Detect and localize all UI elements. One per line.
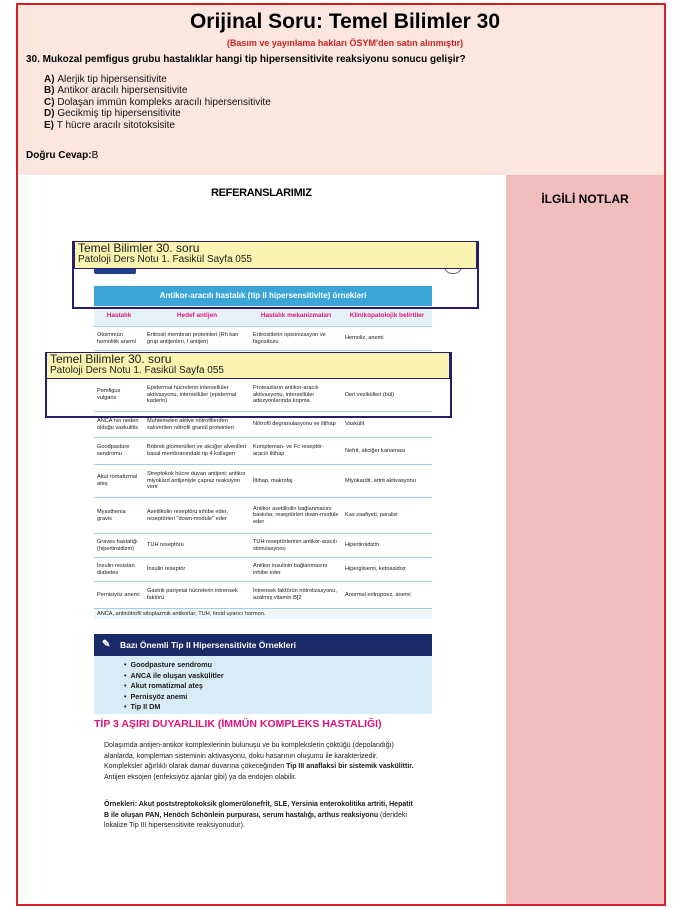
tip3-paragraph: Dolaşımda antijen-antikor komplexlerinin bulunuşu ve bu komplekslerin çöktüğü (depolandığı) alanlarda, kompleman sisteminin aktivasyonu, doku hasarının oluşumu ile karakterizedir. Kompleksler ağırlıklı olarak damar duvarına çökeceğinden Tip III anaflaksi bir sistemik vaskülittir. Antijen eksojen (enfeksiyöz ajanlar gibi) ya da endojen olabilir.	[104, 742, 414, 781]
reference-table	[94, 286, 432, 619]
table-cell: Gastrik pariyetal hücrelerin intrensek faktörü	[144, 582, 250, 609]
list-item: • ANCA ile oluşan vaskülitler	[124, 670, 224, 680]
table-row	[94, 438, 432, 465]
table-caption: Antikor-aracılı hastalık (tip II hipersensitivite) örnekleri	[94, 286, 432, 306]
list-item: • Pernisyöz anemi	[124, 691, 188, 701]
table-cell: Hiperglisemi, ketoasidoz	[342, 558, 432, 582]
pin-icon: ✎	[102, 639, 111, 650]
table-cell: Akut romatizmal ateş	[94, 465, 144, 498]
table-cell: Vaskülit	[342, 412, 432, 438]
table-cell: Asetilkolin reseptörü inhibe eder, reseptörleri "down-module" eder	[144, 498, 250, 534]
table-row	[94, 465, 432, 498]
table-cell: Kas zaafiyeti, paralizi	[342, 498, 432, 534]
table-header-cell: Hastalık	[94, 306, 144, 327]
table-row	[94, 327, 432, 351]
option-e: E) T hücre aracılı sitotoksisite	[44, 119, 175, 131]
table-cell: Proteazların antikor-aracılı aktivasyonu, intersellüler adezyonlarında kopma	[250, 379, 342, 412]
table-cell: Anormal eritropoez, anemi	[342, 582, 432, 609]
table-cell: Böbrek glomerülleri ve akciğer alveolleri basal membranındaki tip 4 kollagen	[144, 438, 250, 465]
table-cell: TUH reseptörü	[144, 534, 250, 558]
table-cell: İntrensek faktörün nötrolizasyonu, azalmış vitamin B]2	[250, 582, 342, 609]
tip3-examples: Örnekleri: Akut poststreptokoksik glomerülonefrit, SLE, Yersinia enterokolitika artriti, Hepatit B ile oluşan PAN, Henöch Schönlein purpurası, serum hastalığı, arthus reaksiyonu (derideki lokalize Tip III hipersensitivite reaksiyonudur).	[104, 801, 413, 829]
list-item: • Tip II DM	[124, 702, 161, 711]
table-cell: Antikor asetilkolin bağlanmasını baskılar, reseptörleri down-modüle eder	[250, 498, 342, 534]
table-cell: Epidermal hücrelerin intersellüler aktivasyonu, intersellüler (epidermal kaderin)	[144, 379, 250, 412]
table-cell: Myasthenia gravis	[94, 498, 144, 534]
option-c: C) Dolaşan immün kompleks aracılı hipersensitivite	[44, 96, 271, 108]
table-cell: Pernisiyöz anemi	[94, 582, 144, 609]
table-row	[94, 582, 432, 609]
table-cell: Goodpasture sendromu	[94, 438, 144, 465]
table-header-row	[94, 306, 432, 327]
table-cell: İnsulin-resistan diabetes	[94, 558, 144, 582]
correct-answer: Doğru Cevap:B	[26, 150, 99, 161]
table-cell: TUH reseptörlerinin antikor-aracılı stimulasyonu	[250, 534, 342, 558]
question-text: 30. Mukozal pemfigus grubu hastalıklar hangi tip hipersensitivite reaksiyonu sonucu gelişir?	[26, 54, 466, 65]
table-cell: Graves hastalığı (hipertiroidizm)	[94, 534, 144, 558]
table-cell: Antikor insulinin bağlanmasını inhibe eder	[250, 558, 342, 582]
table-cell: Nefrit, akciğer kanaması	[342, 438, 432, 465]
table-cell: Hipertiroidizm	[342, 534, 432, 558]
option-a: A) Alerjik tip hipersensitivite	[44, 74, 167, 85]
important-examples-header: ✎ Bazı Önemli Tip II Hipersensitivite Örnekleri	[94, 634, 432, 656]
page-title: Orijinal Soru: Temel Bilimler 30	[189, 10, 501, 33]
table-header-cell: Hastalık mekanizmaları	[250, 306, 342, 327]
table-cell: Miyokardit, artrit aktivasyonu	[342, 465, 432, 498]
table-cell: ANCA'nın neden olduğu vaskulitis	[94, 412, 144, 438]
table-cell: Streptokok hücre duvarı antijeni; antikor miyokard antijeniyle çapraz reaksiyon verir	[144, 465, 250, 498]
table-cell: Eritrositlerin opsonizasyon ve fagositozu	[250, 327, 342, 351]
table-header-cell: Hedef antijen	[144, 306, 250, 327]
table-cell: İltihap, makrofaj	[250, 465, 342, 498]
table-cell: Pemfigus vulgaris	[94, 379, 144, 412]
list-item: • Akut romatizmal ateş	[124, 681, 203, 690]
table-header-cell: Klinikopatolojik belirtiler	[342, 306, 432, 327]
table-row	[94, 558, 432, 582]
table-row	[94, 534, 432, 558]
table-cell: Eritrosit membran proteinleri (Rh kan grup antijenleri, I antijen)	[144, 327, 250, 351]
notes-title: İLGİLİ NOTLAR	[541, 192, 629, 206]
option-d: D) Gecikmiş tip hipersensitivite	[44, 108, 181, 120]
option-b: B) Antikor aracılı hipersensitivite	[44, 85, 188, 97]
table-cell: Hemoliz, anemi	[342, 327, 432, 351]
table-cell: Deri vezikülleri (bül)	[342, 379, 432, 412]
table-footnote: ANCA, antinötrofil sitoplazmik antikorlar; TUH, tiroid uyarıcı hormon.	[94, 609, 432, 619]
table-cell: Muhtemelen aktive nötrofillerden salıverilen nötrofil granül proteinleri	[144, 412, 250, 438]
important-examples-list	[124, 660, 432, 713]
notes-panel	[506, 175, 664, 904]
copyright-note: (Basım ve yayınlama hakları ÖSYM'den satın alınmıştır)	[226, 38, 464, 48]
reference-label-1: Temel Bilimler 30. soru Patoloji Ders Notu 1. Fasikül Sayfa 055	[74, 241, 477, 269]
table-cell: Nötrofil degranulasyonu ve iltihap	[250, 412, 342, 438]
table-cell: Kompleman- ve Fc reseptör-aracılı iltihap	[250, 438, 342, 465]
answer-options	[44, 74, 271, 131]
list-item: • Goodpasture sendromu	[124, 660, 212, 669]
reference-label-2: Temel Bilimler 30. soru Patoloji Ders Notu 1. Fasikül Sayfa 055	[46, 352, 450, 379]
table-cell: Otoimmün hemolitik anemi	[94, 327, 144, 351]
important-examples-box	[94, 634, 432, 714]
table-cell: İnsulin reseptör	[144, 558, 250, 582]
tip3-heading: TİP 3 AŞIRI DUYARLILIK (İMMÜN KOMPLEKS HASTALIĞI)	[94, 718, 382, 730]
references-title: REFERANSLARIMIZ	[211, 187, 312, 199]
table-row	[94, 498, 432, 534]
